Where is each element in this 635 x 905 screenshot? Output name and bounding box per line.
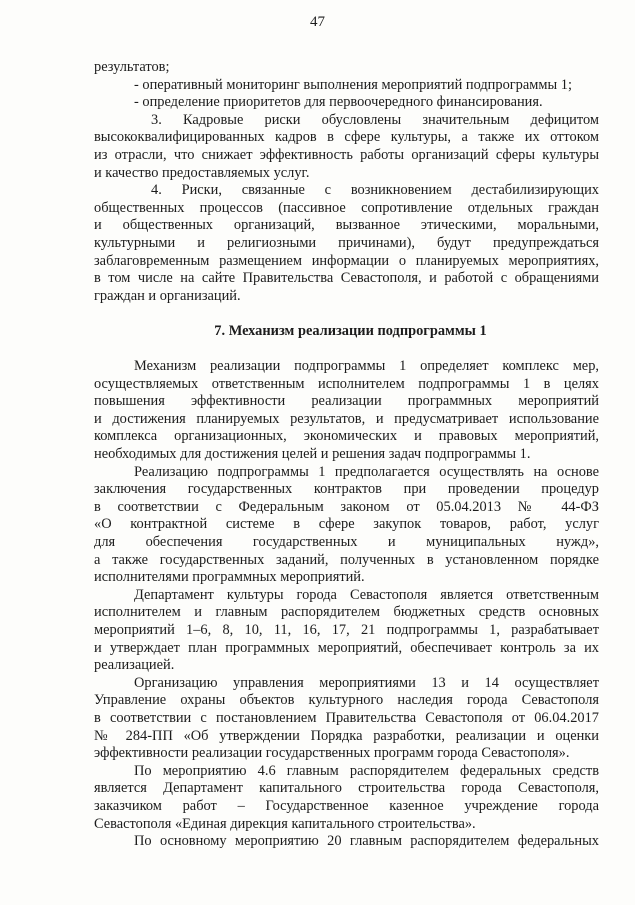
text-line: и утверждает план программных мероприятий, обеспечивает контроль за их (94, 639, 599, 656)
text-line: Департамент культуры города Севастополя является ответственным (134, 586, 599, 603)
text-line: заказчиком работ – Государственное казенное учреждение города (94, 797, 599, 814)
text-line: и общественных организаций, вызванное этическими, моральными, (94, 217, 599, 234)
text-line: повышения эффективности реализации программных мероприятий (94, 393, 599, 410)
page-number: 47 (310, 14, 325, 30)
text-line: а также государственных заданий, полученных в установленном порядке (94, 551, 599, 568)
paragraph (94, 112, 599, 182)
text-line: высококвалифицированных кадров в сфере культуры, а также их оттоком (94, 129, 599, 146)
section-heading: 7. Механизм реализации подпрограммы 1 (214, 322, 487, 339)
text-line: осуществляемых ответственным исполнителем подпрограммы 1 в целях (94, 375, 599, 392)
text-line: заблаговременным размещением информации о планируемых мероприятиях, (94, 252, 599, 269)
text-line: комплекса организационных, экономических и правовых мероприятий, (94, 428, 599, 445)
text-line: для обеспечения государственных и муниципальных нужд», (94, 534, 599, 551)
text-line: Организацию управления мероприятиями 13 и 14 осуществляет (134, 674, 599, 691)
text-line: 4. Риски, связанные с возникновением дестабилизирующих (151, 182, 599, 199)
text-line: - оперативный мониторинг выполнения мероприятий подпрограммы 1; (134, 76, 572, 93)
paragraph (94, 675, 599, 763)
text-line: Управление охраны объектов культурного наследия города Севастополя (94, 692, 599, 709)
text-line: По основному мероприятию 20 главным распорядителем федеральных (134, 833, 599, 850)
text-line: Механизм реализации подпрограммы 1 определяет комплекс мер, (134, 358, 599, 375)
paragraph (94, 59, 599, 112)
text-line: № 284-ПП «Об утверждении Порядка разработки, реализации и оценки (94, 727, 599, 744)
text-line: исполнителем и главным распорядителем бюджетных средств основных (94, 604, 599, 621)
text-line: 3. Кадровые риски обусловлены значительным дефицитом (151, 111, 599, 128)
text-line: заключения государственных контрактов при проведении процедур (94, 481, 599, 498)
text-line: в соответствии с постановлением Правительства Севастополя от 06.04.2017 (94, 709, 599, 726)
text-line: Реализацию подпрограммы 1 предполагается осуществлять на основе (134, 463, 599, 480)
text-line: - определение приоритетов для первоочередного финансирования. (134, 94, 543, 111)
text-line: необходимых для достижения целей и решения задач подпрограммы 1. (94, 446, 531, 463)
text-line: результатов; (94, 59, 170, 75)
text-line: и качество предоставляемых услуг. (94, 164, 310, 181)
text-line: и достижения планируемых результатов, и предусматривает использование (94, 410, 599, 427)
text-line: Севастополя «Единая дирекция капитального строительства». (94, 815, 476, 832)
text-line: в соответствии с Федеральным законом от 05.04.2013 № 44-ФЗ (94, 498, 599, 515)
text-line: общественных процессов (пассивное сопротивление отдельных граждан (94, 199, 599, 216)
paragraph (94, 182, 599, 305)
text-line: из отрасли, что снижает эффективность работы организаций сферы культуры (94, 146, 599, 163)
text-line: мероприятий 1–6, 8, 10, 11, 16, 17, 21 подпрограммы 1, разрабатывает (94, 622, 599, 638)
paragraph (94, 464, 599, 587)
paragraph (94, 763, 599, 833)
text-line: граждан и организаций. (94, 287, 241, 304)
text-line: исполнителями программных мероприятий. (94, 569, 365, 586)
text-line: в том числе на сайте Правительства Севастополя, и работой с обращениями (94, 270, 599, 287)
paragraph (94, 358, 599, 464)
text-line: является Департамент капитального строительства города Севастополя, (94, 780, 599, 797)
paragraph (94, 587, 599, 675)
document-body (94, 59, 599, 851)
text-line: По мероприятию 4.6 главным распорядителем федеральных средств (134, 762, 599, 779)
text-line: эффективности реализации государственных программ города Севастополя». (94, 745, 570, 762)
paragraph (94, 833, 599, 851)
text-line: культурными и религиозными причинами), будут предупреждаться (94, 234, 599, 251)
text-line: реализацией. (94, 657, 175, 674)
text-line: «О контрактной системе в сфере закупок товаров, работ, услуг (94, 516, 599, 533)
